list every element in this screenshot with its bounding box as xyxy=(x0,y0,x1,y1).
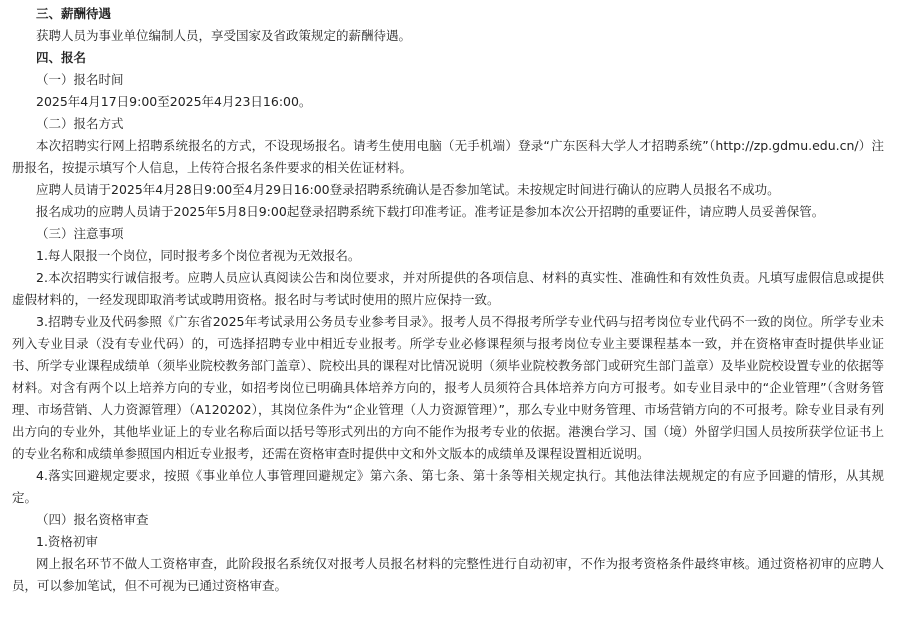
registration-time-heading: （一）报名时间 xyxy=(36,72,124,87)
section-4-heading: 四、报名 xyxy=(36,50,87,65)
registration-time-body: 2025年4月17日9:00至2025年4月23日16:00。 xyxy=(36,94,312,109)
registration-method-heading: （二）报名方式 xyxy=(36,116,124,131)
note-item-4: 4.落实回避规定要求，按照《事业单位人事管理回避规定》第六条、第七条、第十条等相关规定执行。其他法律法规规定的有应予回避的情形，从其规定。 xyxy=(12,468,884,505)
note-item-1: 1.每人限报一个岗位，同时报考多个岗位者视为无效报名。 xyxy=(36,248,361,263)
note-item-3: 3.招聘专业及代码参照《广东省2025年考试录用公务员专业参考目录》。报考人员不得报考所学专业代码与招考岗位专业代码不一致的岗位。所学专业未列入专业目录（没有专业代码）的，可选择招聘专业中相近专业报考。所学专业必修课程须与报考岗位专业主要课程基本一致，并在资格审查时提供毕业证书、所学专业课程成绩单（须毕业院校教务部门盖章）、院校出具的课程对比情况说明（须毕业院校教务部门或研究生部门盖章）及毕业院校设置专业的依据等材料。对含有两个以上培养方向的专业，如招考岗位已明确具体培养方向的，报考人员须符合具体培养方向方可报考。如专业目录中的“企业管理”（含财务管理、市场营销、人力资源管理）（A120202），其岗位条件为“企业管理（人力资源管理）”，那么专业中财务管理、市场营销方向的不可报考。除专业目录有列出方向的专业外，其他毕业证上的专业名称后面以括号等形式列出的方向不能作为报考专业的依据。港澳台学习、国（境）外留学归国人员按所获学位证书上的专业名称和成绩单参照国内相近专业报考，还需在资格审查时提供中文和外文版本的成绩单及课程设置相近说明。 xyxy=(12,314,884,461)
notes-heading: （三）注意事项 xyxy=(36,226,124,241)
note-item-2: 2.本次招聘实行诚信报考。应聘人员应认真阅读公告和岗位要求，并对所提供的各项信息、材料的真实性、准确性和有效性负责。凡填写虚假信息或提供虚假材料的，一经发现即取消考试或聘用资格。报名时与考试时使用的照片应保持一致。 xyxy=(12,270,884,307)
initial-review-subheading: 1.资格初审 xyxy=(36,534,98,549)
registration-method-paragraph: 本次招聘实行网上招聘系统报名的方式，不设现场报名。请考生使用电脑（无手机端）登录“广东医科大学人才招聘系统”（http://zp.gdmu.edu.cn/）注册报名，按提示填写个人信息，上传符合报名条件要求的相关佐证材料。 xyxy=(12,138,884,175)
confirmation-paragraph: 应聘人员请于2025年4月28日9:00至4月29日16:00登录招聘系统确认是否参加笔试。未按规定时间进行确认的应聘人员报名不成功。 xyxy=(36,182,780,197)
section-3-body: 获聘人员为事业单位编制人员，享受国家及省政策规定的薪酬待遇。 xyxy=(36,28,412,43)
admission-ticket-paragraph: 报名成功的应聘人员请于2025年5月8日9:00起登录招聘系统下载打印准考证。准考证是参加本次公开招聘的重要证件，请应聘人员妥善保管。 xyxy=(36,204,825,219)
qualification-review-heading: （四）报名资格审查 xyxy=(36,512,149,527)
section-3-heading: 三、薪酬待遇 xyxy=(36,6,112,21)
initial-review-body: 网上报名环节不做人工资格审查，此阶段报名系统仅对报考人员报名材料的完整性进行自动初审，不作为报考资格条件最终审核。通过资格初审的应聘人员，可以参加笔试，但不可视为已通过资格审查。 xyxy=(12,556,884,593)
